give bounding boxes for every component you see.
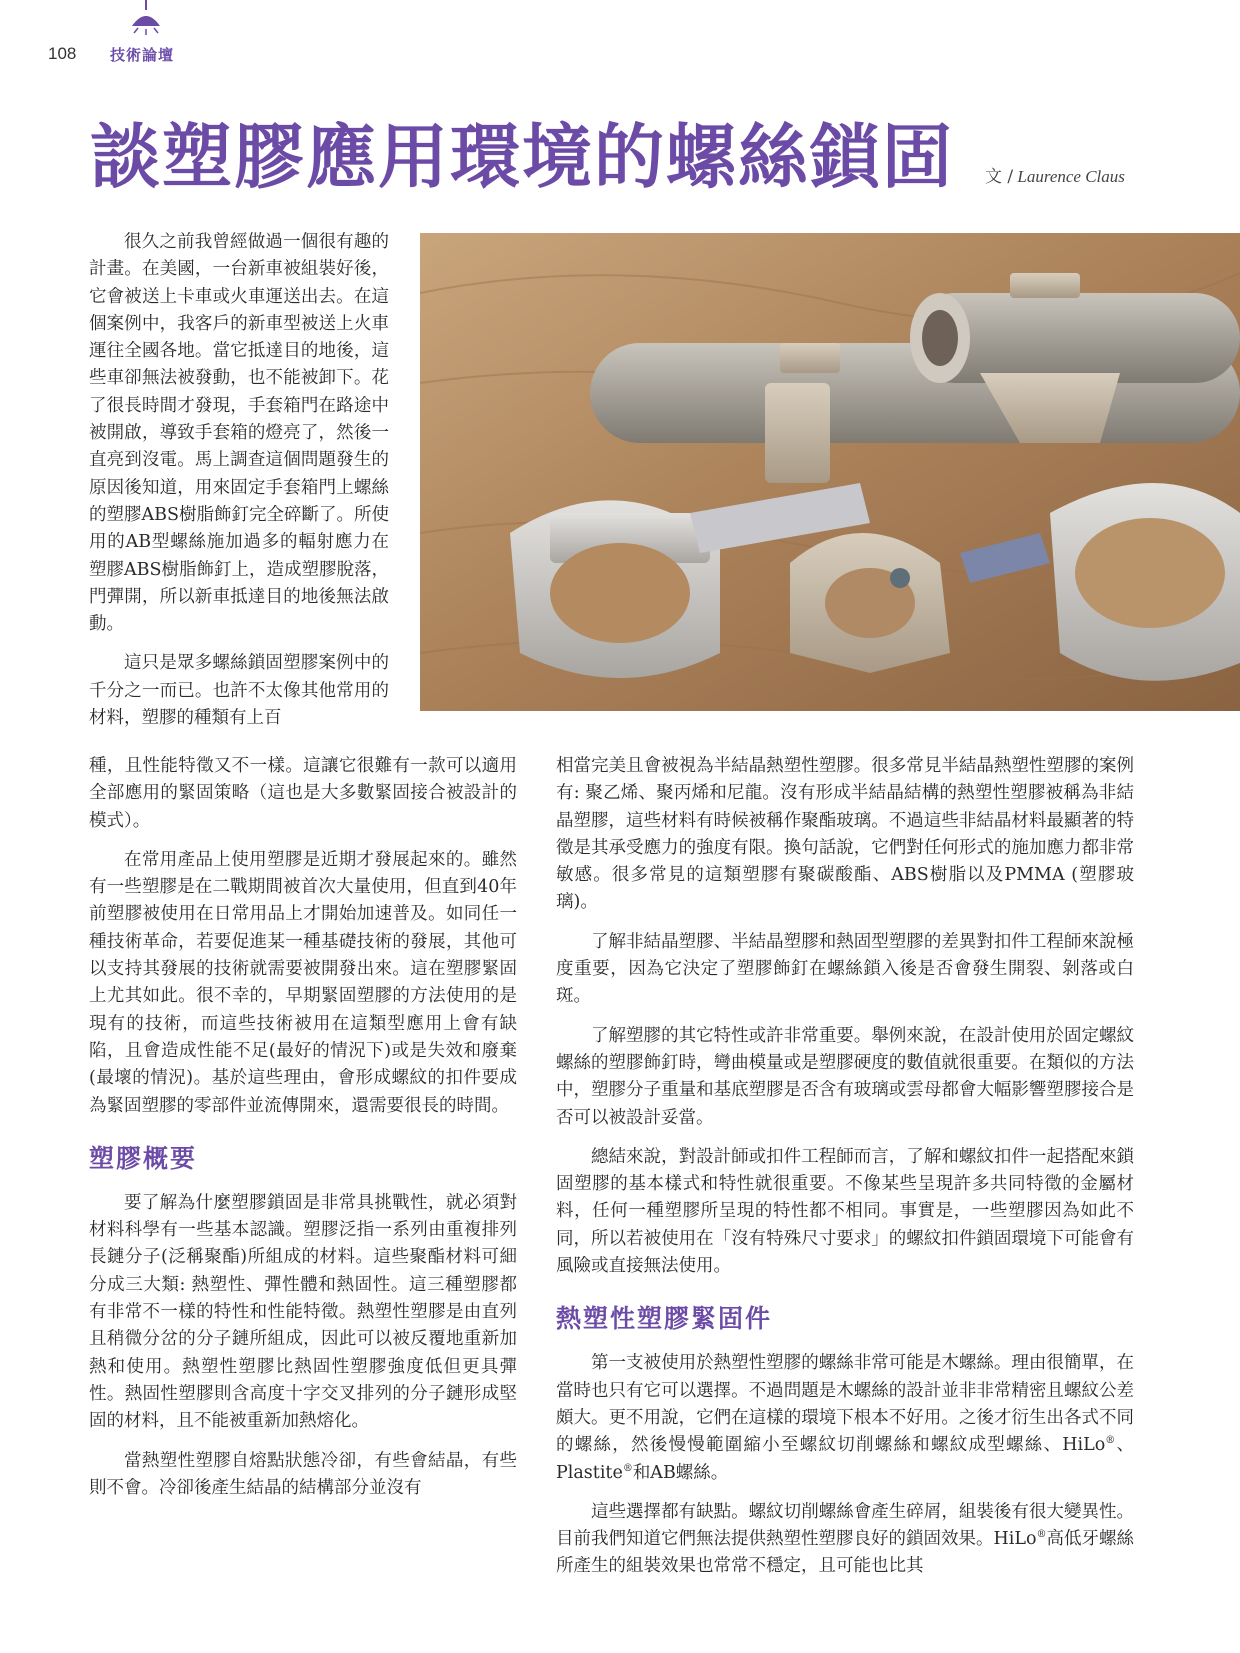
page-number: 108 [48,44,77,63]
author-name: Laurence Claus [1017,167,1125,186]
paragraph: 當熱塑性塑膠自熔點狀態冷卻，有些會結晶，有些則不會。冷卻後產生結晶的結構部分並沒有 [89,1450,517,1498]
paragraph: 這只是眾多螺絲鎖固塑膠案例中的千分之一而已。也許不太像其他常用的材料，塑膠的種類有上百 [89,653,389,729]
paragraph: 種，且性能特徵又不一樣。這讓它很難有一款可以適用全部應用的緊固策略（這也是大多數緊固接合被設計的模式）。 [89,756,517,831]
paragraph [556,1499,1134,1581]
paragraph: 在常用產品上使用塑膠是近期才發展起來的。雖然有一些塑膠是在二戰期間被首次大量使用，但直到40年前塑膠被使用在日常用品上才開始加速普及。如同任一種技術革命，若要促進某一種基礎技術的發展，其他可以支持其發展的技術就需要被開發出來。這在塑膠緊固上尤其如此。很不幸的，早期緊固塑膠的方法使用的是現有的技術，而這些技術被用在這類型應用上會有缺陷，且會造成性能不足(最好的情況下)或是失效和廢棄(最壞的情況)。基於這些理由，會形成螺紋的扣件要成為緊固塑膠的零部件並流傳開來，還需要很長的時間。 [89,849,517,1116]
paragraph: 了解非結晶塑膠、半結晶塑膠和熱固型塑膠的差異對扣件工程師來說極度重要，因為它決定了塑膠飾釘在螺絲鎖入後是否會發生開裂、剝落或白斑。 [556,931,1134,1007]
registered-mark: ® [1036,1529,1047,1541]
section-heading: 熱塑性塑膠緊固件 [556,1304,773,1334]
section-tag: 技術論壇 [110,46,175,64]
paragraph: 總結來說，對設計師或扣件工程師而言，了解和螺紋扣件一起搭配來鎖固塑膠的基本樣式和特性就很重要。不像某些呈現許多共同特徵的金屬材料，任何一種塑膠所呈現的特性都不相同。事實是，一些塑膠因為如此不同，所以若被使用在「沒有特殊尺寸要求」的螺紋扣件鎖固環境下可能會有風險或直接無法使用。 [556,1146,1134,1277]
column-2 [556,753,1134,1581]
text-run: 這些選擇都有缺點。螺紋切削螺絲會產生碎屑，組裝後有很大變異性。目前我們知道它們無法提供熱塑性塑膠良好的鎖固效果。HiLo [556,1501,1134,1550]
article-title: 談塑膠應用環境的螺絲鎖固 [90,116,954,198]
section-heading: 塑膠概要 [89,1143,198,1173]
registered-mark: ® [622,1462,633,1474]
text-run: 、Plastite [556,1435,1134,1483]
column-1-top [89,229,389,732]
byline-prefix: 文 / [985,167,1014,187]
paragraph: 相當完美且會被視為半結晶熱塑性塑膠。很多常見半結晶熱塑性塑膠的案例有: 聚乙烯、聚丙烯和尼龍。沒有形成半結晶結構的熱塑性塑膠被稱為非結晶塑膠，這些材料有時候被稱作聚酯玻璃。不過這些非結晶材料最顯著的特徵是其承受應力的強度有限。換句話說，它們對任何形式的施加應力都非常敏感。很多常見的這類塑膠有聚碳酸酯、ABS樹脂以及PMMA (塑膠玻璃)。 [556,756,1134,913]
text-run: 和AB螺絲。 [632,1462,729,1483]
column-1-bottom [89,753,517,1502]
registered-mark: ® [1105,1435,1116,1447]
text-run: 第一支被使用於熱塑性塑膠的螺絲非常可能是木螺絲。理由很簡單，在當時也只有它可以選擇。不過問題是木螺絲的設計並非非常精密且螺紋公差頗大。更不用說，它們在這樣的環境下根本不好用。之後才衍生出各式不同的螺絲，然後慢慢範圍縮小至螺紋切削螺絲和螺紋成型螺絲、HiLo [556,1353,1134,1456]
byline [985,162,1125,187]
paragraph [556,1350,1134,1486]
ceiling-lamp-icon [126,0,166,42]
plastic-pipe-clips-photo [420,233,1240,711]
text-run: 高低牙螺絲所產生的組裝效果也常常不穩定，且可能也比其 [556,1529,1135,1577]
paragraph: 很久之前我曾經做過一個很有趣的計畫。在美國，一台新車被組裝好後，它會被送上卡車或火車運送出去。在這個案例中，我客戶的新車型被送上火車運往全國各地。當它抵達目的地後，這些車卻無法被發動，也不能被卸下。花了很長時間才發現，手套箱門在路途中被開啟，導致手套箱的燈亮了，然後一直亮到沒電。馬上調查這個問題發生的原因後知道，用來固定手套箱門上螺絲的塑膠ABS樹脂飾釘完全碎斷了。所使用的AB型螺絲施加過多的輻射應力在塑膠ABS樹脂飾釘上，造成塑膠脫落，門彈開，所以新車抵達目的地後無法啟動。 [89,232,389,635]
paragraph: 要了解為什麼塑膠鎖固是非常具挑戰性，就必須對材料科學有一些基本認識。塑膠泛指一系列由重複排列長鏈分子(泛稱聚酯)所組成的材料。這些聚酯材料可細分成三大類: 熱塑性、彈性體和熱固性。這三種塑膠都有非常不一樣的特性和性能特徵。熱塑性塑膠是由直列且稍微分岔的分子鏈所組成，因此可以被反覆地重新加熱和使用。熱塑性塑膠比熱固性塑膠強度低但更具彈性。熱固性塑膠則含高度十字交叉排列的分子鏈形成堅固的材料，且不能被重新加熱熔化。 [89,1192,517,1432]
paragraph: 了解塑膠的其它特性或許非常重要。舉例來說，在設計使用於固定螺紋螺絲的塑膠飾釘時，彎曲模量或是塑膠硬度的數值就很重要。在類似的方法中，塑膠分子重量和基底塑膠是否含有玻璃或雲母都會大幅影響塑膠接合是否可以被設計妥當。 [556,1025,1134,1128]
